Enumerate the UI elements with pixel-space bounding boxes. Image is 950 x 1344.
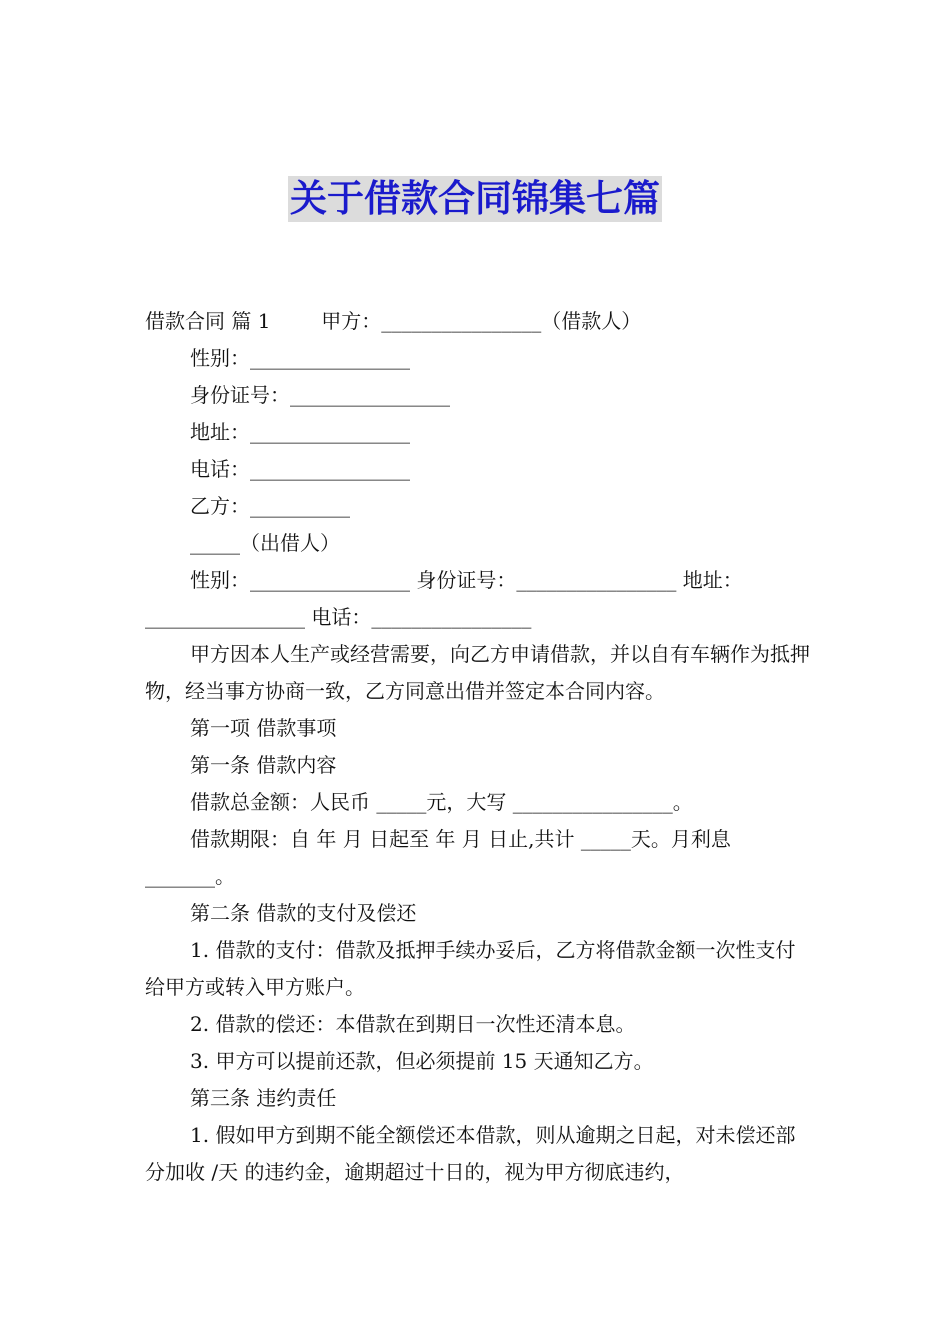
payment-clause: 1. 借款的支付：借款及抵押手续办妥后，乙方将借款金额一次性支付给甲方或转入甲方账户。 [145, 938, 796, 999]
article-2-heading: 第二条 借款的支付及偿还 [190, 901, 417, 925]
contract-heading-line: 借款合同 篇 1 甲方：________________（借款人） [145, 309, 642, 333]
party-a-id-line: 身份证号：________________ [190, 383, 450, 407]
lender-line: _____（出借人） [190, 531, 340, 555]
document-title: 关于借款合同锦集七篇 [290, 177, 660, 220]
default-clause: 1. 假如甲方到期不能全额偿还本借款，则从逾期之日起，对未偿还部分加收 /天 的违约金，逾期超过十日的，视为甲方彻底违约， [145, 1123, 796, 1184]
early-repayment-clause: 3. 甲方可以提前还款，但必须提前 15 天通知乙方。 [190, 1049, 654, 1073]
party-a-gender-line: 性别：________________ [190, 346, 410, 370]
section-1-heading: 第一项 借款事项 [190, 716, 337, 740]
party-a-phone-line: 电话：________________ [190, 457, 410, 481]
purpose-paragraph: 甲方因本人生产或经营需要，向乙方申请借款，并以自有车辆作为抵押物，经当事方协商一致，乙方同意出借并签定本合同内容。 [145, 642, 810, 703]
article-3-heading: 第三条 违约责任 [190, 1086, 337, 1110]
party-a-address-line: 地址：________________ [190, 420, 410, 444]
repayment-clause: 2. 借款的偿还：本借款在到期日一次性还清本息。 [190, 1012, 636, 1036]
document-title-wrap [0, 176, 950, 222]
loan-amount-line: 借款总金额：人民币 _____元，大写 ________________。 [190, 790, 693, 814]
party-b-details-paragraph: 性别：________________ 身份证号：________________ 地址：________________ 电话：________________ [145, 568, 743, 629]
document-body [145, 303, 810, 1191]
article-1-heading: 第一条 借款内容 [190, 753, 337, 777]
party-b-line: 乙方：__________ [190, 494, 350, 518]
loan-term-paragraph: 借款期限：自 年 月 日起至 年 月 日止,共计 _____天。月利息 _______。 [145, 827, 738, 888]
